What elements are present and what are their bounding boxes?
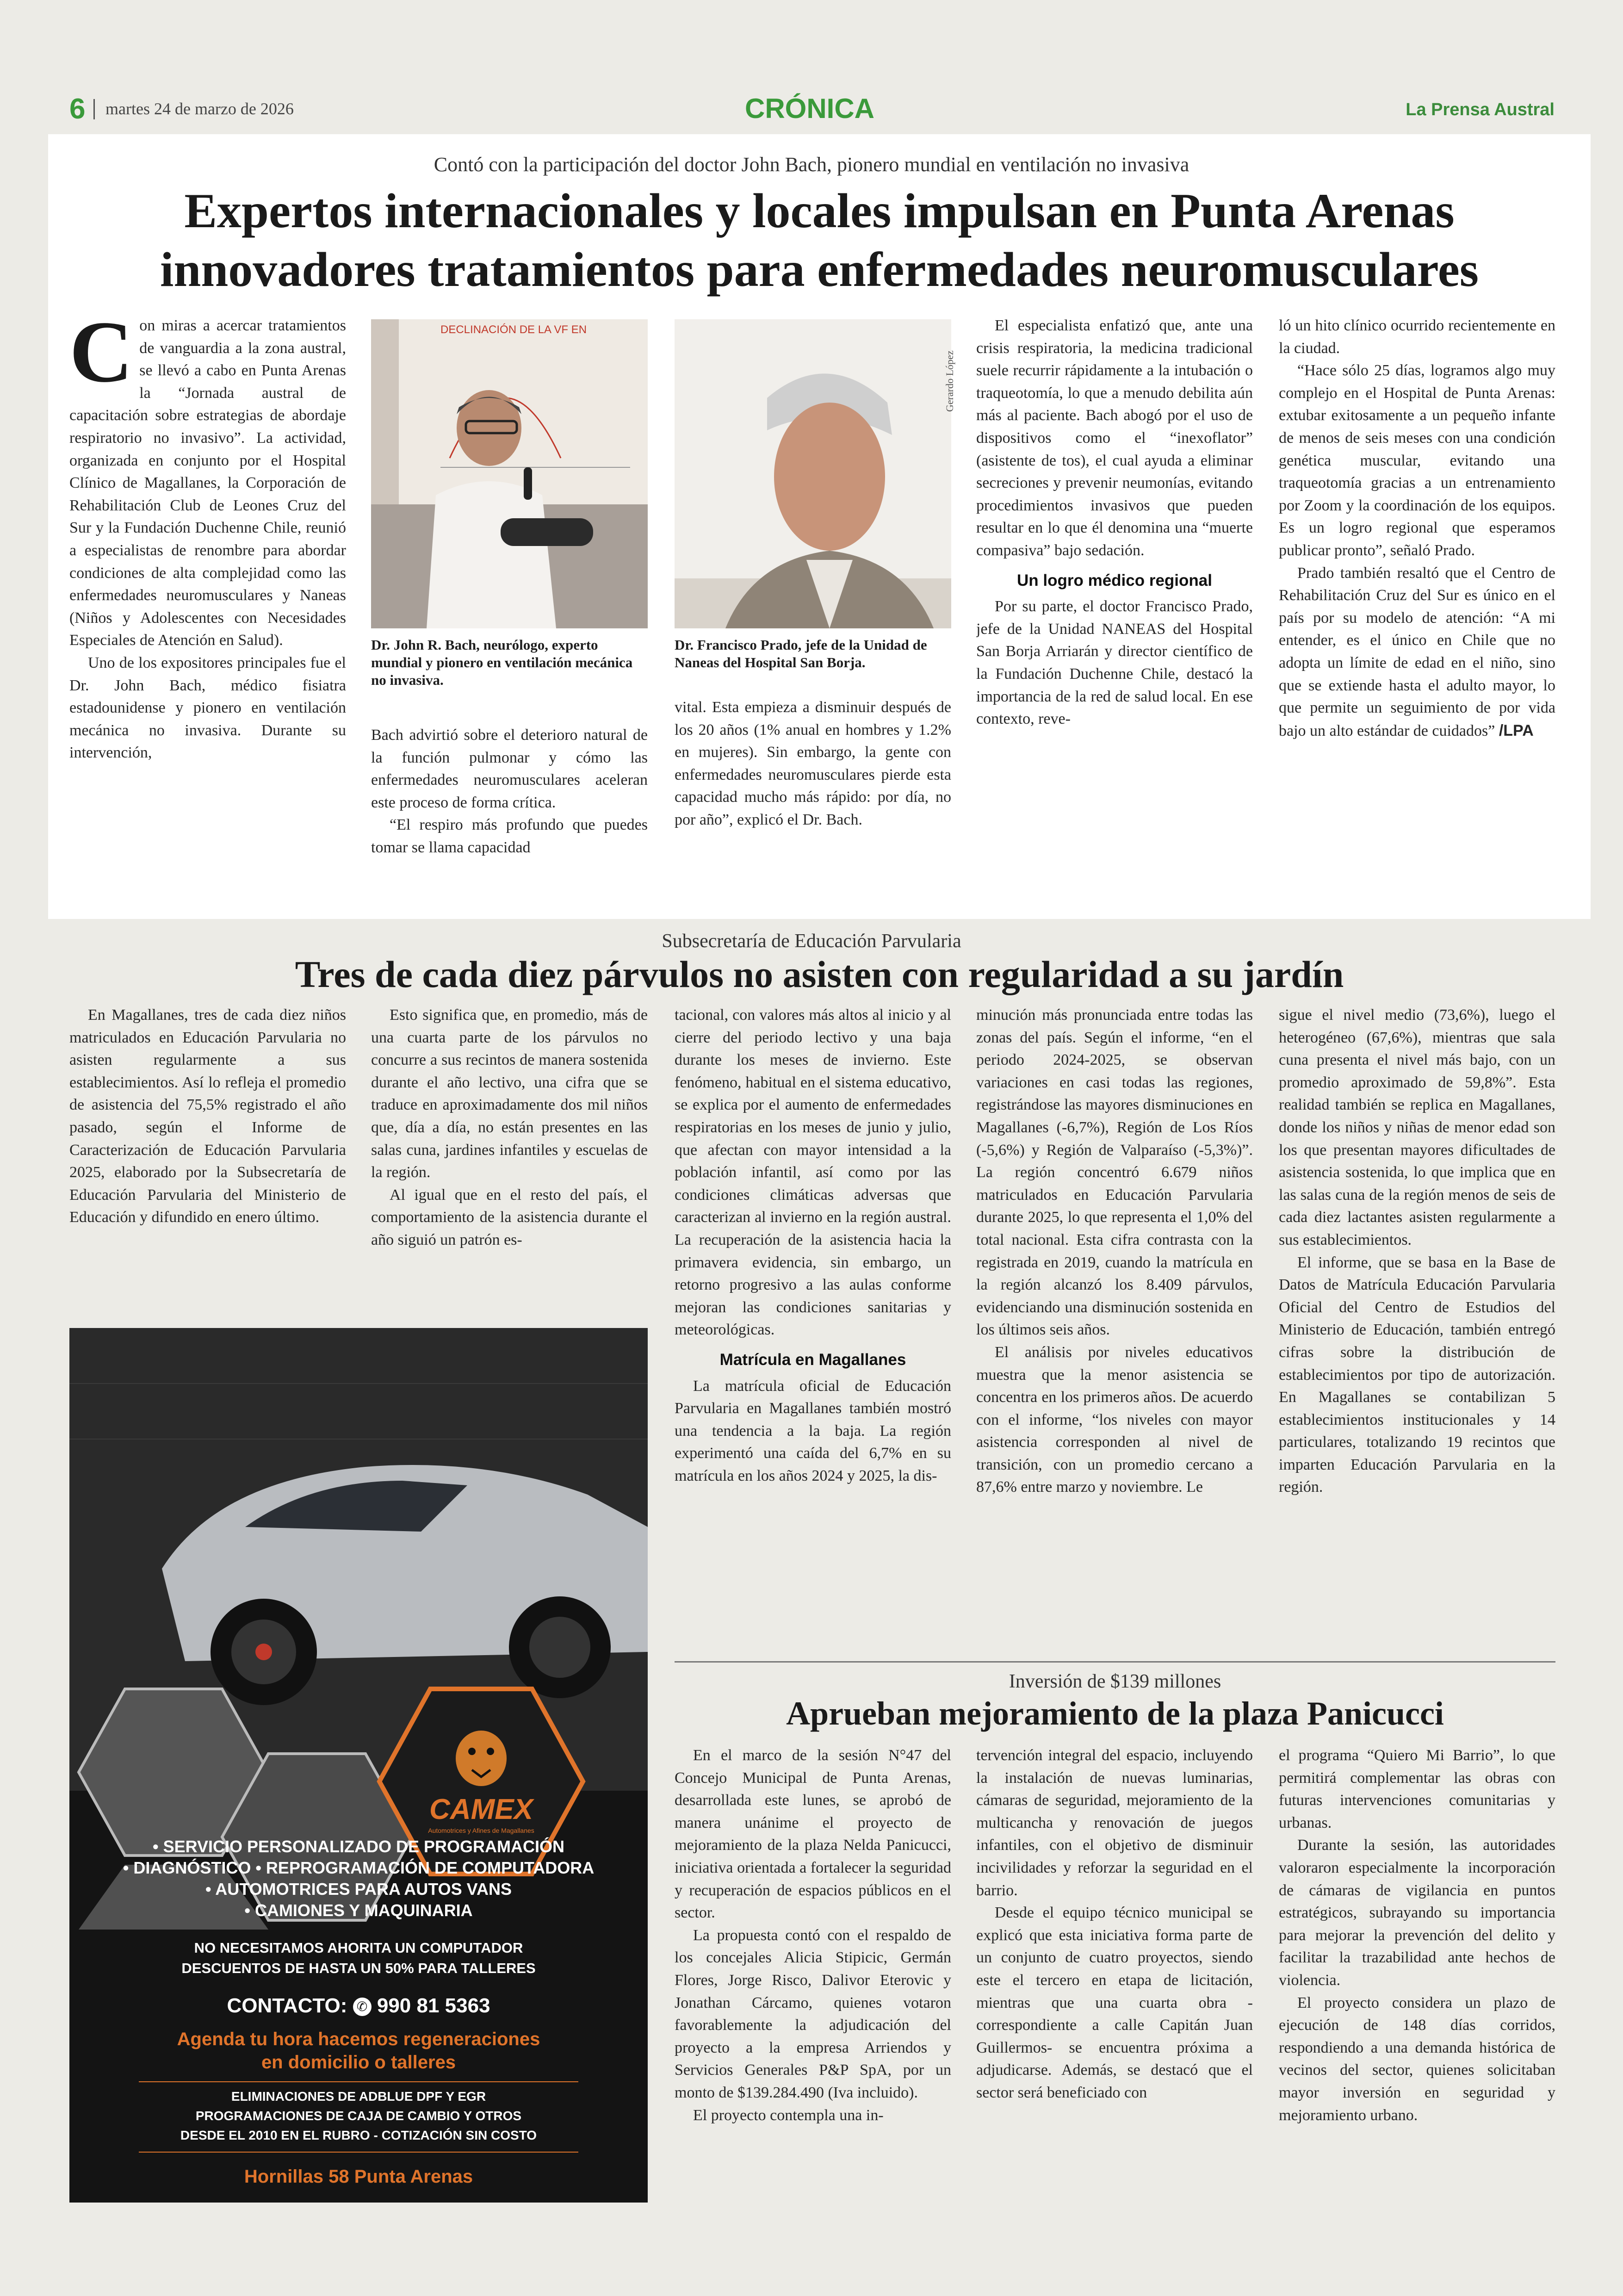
article1-column-3: [675, 696, 951, 914]
article2-column-5: [1279, 1004, 1555, 1657]
ad-agenda-1: Agenda tu hora hacemos regeneraciones: [177, 2029, 540, 2049]
photo1-caption: Dr. John R. Bach, neurólogo, experto mundial y pionero en ventilación mecánica no invasiva.: [371, 637, 633, 688]
article3-kicker: Inversión de $139 millones: [1009, 1671, 1221, 1692]
brand-logo-text: CAMEX: [429, 1793, 533, 1825]
ad-extra-1: ELIMINACIONES DE ADBLUE DPF Y EGR: [231, 2089, 486, 2104]
article3-paragraph: El proyecto contempla una in-: [693, 2106, 884, 2124]
article2-paragraph: La matrícula oficial de Educación Parvularia en Magallanes también mostró una tendencia a la baja. La región experimentó una caída del 6,7% en su matrícula en los años 2024 y 2025, la dis-: [675, 1377, 951, 1484]
signoff: /LPA: [1499, 721, 1534, 739]
photo-john-bach: [371, 319, 648, 628]
ad-service-3: • AUTOMOTRICES PARA AUTOS VANS: [205, 1880, 512, 1899]
article3-paragraph: El proyecto considera un plazo de ejecución de 148 días corridos, respondiendo a una demanda histórica de vecinos del sector, quienes solicitaban mayor inversión en seguridad y mejoramiento urbano.: [1279, 1994, 1555, 2124]
article3-paragraph: el programa “Quiero Mi Barrio”, lo que permitirá complementar las obras con futuras intervenciones comunitarias y urbanas.: [1279, 1747, 1555, 1831]
ad-divider: [139, 2152, 578, 2153]
article1-column-5: [1279, 315, 1555, 916]
ad-service-2: • DIAGNÓSTICO • REPROGRAMACIÓN DE COMPUTADORA: [123, 1858, 595, 1877]
article2-column-2: [371, 1004, 648, 1309]
article1-kicker: Contó con la participación del doctor John Bach, pionero mundial en ventilación no invasiva: [434, 153, 1189, 176]
article2-column-1: [69, 1004, 346, 1309]
header-divider: [93, 99, 95, 119]
brand-tagline: Automotrices y Afines de Magallanes: [428, 1827, 534, 1834]
article1-paragraph: Uno de los expositores principales fue el Dr. John Bach, médico fisiatra estadounidense y pionero en ventilación mecánica no invasiva. Durante su intervención,: [69, 654, 346, 762]
article2-kicker: Subsecretaría de Educación Parvularia: [662, 931, 961, 952]
article3-paragraph: tervención integral del espacio, incluyendo la instalación de nuevas luminarias, cámaras de seguridad, mejoramiento de la multicancha y renovación de juegos infantiles, con el objetivo de disminuir incivilidades y reforzar la seguridad en el barrio.: [976, 1747, 1253, 1899]
page-number: 6: [69, 93, 86, 125]
article2-paragraph: Al igual que en el resto del país, el comportamiento de la asistencia durante el año siguió un patrón es-: [371, 1186, 648, 1248]
article1-column-4: [976, 315, 1253, 916]
article2-column-4: [976, 1004, 1253, 1657]
ad-divider: [139, 2081, 578, 2082]
article2-paragraph: El informe, que se basa en la Base de Datos de Matrícula Educación Parvularia Oficial del Centro de Estudios del Ministerio de Educación, también entregó cifras sobre la distribución de establecimientos por tipo de autorización. En Magallanes se contabilizan 5 establecimientos institucionales y 14 particulares, totalizando 19 recintos que imparten Educación Parvularia en la región.: [1279, 1253, 1555, 1496]
ad-note-1: NO NECESITAMOS AHORITA UN COMPUTADOR: [194, 1940, 523, 1956]
photo-francisco-prado: [675, 319, 951, 628]
ad-note-2: DESCUENTOS DE HASTA UN 50% PARA TALLERES: [181, 1960, 536, 1976]
article3-paragraph: Desde el equipo técnico municipal se explicó que esta iniciativa forma parte de un conjunto de cuatro proyectos, siendo este el tercero en etapa de licitación, mientras que una cuarta obra -correspondiente a calle Capitán Juan Guillermos- se encuentra próxima a adjudicarse. Además, se destacó que el sector será beneficiado con: [976, 1904, 1253, 2101]
page-date: martes 24 de marzo de 2026: [105, 99, 294, 118]
article1-paragraph: Bach advirtió sobre el deterioro natural de la función pulmonar y cómo las enfermedades neuromusculares aceleran este proceso de forma crítica.: [371, 726, 648, 811]
article2-paragraph: En Magallanes, tres de cada diez niños matriculados en Educación Parvularia no asisten regularmente a sus establecimientos. Así lo refleja el promedio de asistencia del 75,5% registrado el año pasado, según el Informe de Caracterización de Educación Parvularia 2025, elaborado por la Subsecretaría de Educación Parvularia del Ministerio de Educación y difundido en enero último.: [69, 1006, 346, 1226]
article1-paragraph: Por su parte, el doctor Francisco Prado, jefe de la Unidad NANEAS del Hospital San Borja Arriarán y director científico de la Fundación Duchenne Chile, destacó la importancia de la red de salud local. En ese contexto, reve-: [976, 598, 1253, 728]
section-name: CRÓNICA: [745, 93, 874, 124]
article1-paragraph: “El respiro más profundo que puedes tomar se llama capacidad: [371, 816, 648, 856]
article1-column-2: [371, 724, 648, 918]
article3-column-3: [1279, 1744, 1555, 2203]
article2-paragraph: minución más pronunciada entre todas las zonas del país. Según el informe, “en el periodo 2024-2025, se observan variaciones en casi todas las regiones, registrándose las mayores disminuciones en Magallanes (-6,7%), Región de Los Ríos (-5,6%) y Región de Valparaíso (-5,3%)”. La región concentró 6.679 niños matriculados en Educación Parvularia durante 2025, lo que representa el 1,0% del total nacional. Esta cifra contrasta con la registrada en 2019, cuando la matrícula en la región alcanzó los 8.409 párvulos, evidenciando una disminución sostenida en los últimos seis años.: [976, 1006, 1253, 1339]
article1-headline-line2: innovadores tratamientos para enfermedades neuromusculares: [160, 242, 1479, 297]
article2-column-3: [675, 1004, 951, 1657]
article1-paragraph: El especialista enfatizó que, ante una crisis respiratoria, la medicina tradicional suele recurrir rápidamente a la intubación o traqueotomía, lo que a menudo debilita aún más al paciente. Bach abogó por el uso de dispositivos como el “inexoflator” (asistente de tos), el cual ayuda a eliminar secreciones y prevenir neumonías, evitando procedimientos invasivos que pueden resultar en lo que él denomina una “muerte compasiva” bajo sedación.: [976, 317, 1253, 559]
article1-paragraph: “Hace sólo 25 días, logramos algo muy complejo en el Hospital de Punta Arenas: extubar exitosamente a un pequeño infante de menos de seis meses con una condición genética muscular, evitando una traqueotomía gracias a un entrenamiento por Zoom y la coordinación de los equipos. Es un logro regional que esperamos publicar pronto”, señaló Prado.: [1279, 362, 1555, 559]
article2-paragraph: El análisis por niveles educativos muestra que la menor asistencia se concentra en los primeros años. De acuerdo con el informe, “los niveles con mayor asistencia corresponden al nivel de transición, con un promedio cercano a 87,6% entre marzo y noviembre. Le: [976, 1343, 1253, 1496]
article1-headline-line1: Expertos internacionales y locales impulsan en Punta Arenas: [184, 184, 1455, 238]
article2-headline: Tres de cada diez párvulos no asisten con regularidad a su jardín: [295, 953, 1344, 995]
article3-paragraph: La propuesta contó con el respaldo de los concejales Alicia Stipicic, Germán Flores, Jorge Risco, Dalivor Eterovic y Jonathan Cárcamo, quienes votaron favorablemente la adjudicación del proyecto a la empresa Arriendos y Servicios Generales P&P SpA, por un monto de $139.284.490 (Iva incluido).: [675, 1926, 951, 2101]
article2-paragraph: tacional, con valores más altos al inicio y al cierre del periodo lectivo y una baja durante los meses de invierno. Este fenómeno, habitual en el sistema educativo, se explica por el aumento de enfermedades respiratorias en los meses de junio y julio, que afectan con mayor intensidad a la población infantil, así como por las condiciones climáticas adversas que caracterizan al invierno en la región austral. La recuperación de la asistencia hacia la primavera evidencia, sin embargo, un retorno progresivo a las aulas conforme mejoran las condiciones sanitarias y meteorológicas.: [675, 1006, 951, 1339]
publication-name: La Prensa Austral: [1406, 100, 1555, 119]
article2-subhead: Matrícula en Magallanes: [719, 1350, 906, 1369]
article1-paragraph: Prado también resaltó que el Centro de Rehabilitación Cruz del Sur es único en el país por su modelo de atención: “A mi entender, es el único en Chile que no adopta un límite de edad en el niño, sino que se extiende hasta el adulto mayor, lo que permite un seguimiento de por vida bajo un alto estándar de cuidados”: [1279, 564, 1555, 739]
article1-paragraph: vital. Esta empieza a disminuir después de los 20 años (1% anual en hombres y 1.2% en mujeres). Sin embargo, la gente con enfermedades neuromusculares pierde esta capacidad mucho más rápido: por día, no por año”, explicó el Dr. Bach.: [675, 699, 951, 828]
article2-paragraph: sigue el nivel medio (73,6%), luego el heterogéneo (67,6%), mientras que sala cuna presenta el nivel más bajo, con un promedio aproximado de 59,8%”. Esta realidad también se replica en Magallanes, donde los niños y niñas de menor edad son los que presentan mayores dificultades de asistencia sostenida, lo que implica que en las salas cuna de la región menos de seis de cada diez lactantes asisten regularmente a sus establecimientos.: [1279, 1006, 1555, 1248]
presentation-photo: [371, 319, 648, 628]
article3-top-rule: [675, 1661, 1555, 1663]
contact-phone[interactable]: 990 81 5363: [377, 1994, 490, 2017]
portrait-photo: [675, 319, 951, 628]
article2-paragraph: Esto significa que, en promedio, más de una cuarta parte de los párvulos no concurre a sus recintos de manera sostenida durante el año lectivo, una cifra que se traduce en aproximadamente dos mil niños que, día a día, no están presentes en las salas cuna, jardines infantiles y escuelas de la región.: [371, 1006, 648, 1181]
contact-label: CONTACTO:: [227, 1994, 347, 2017]
ad-address: Hornillas 58 Punta Arenas: [244, 2166, 473, 2187]
slide-title: DECLINACIÓN DE LA VF EN: [440, 323, 587, 336]
ad-service-4: • CAMIONES Y MAQUINARIA: [244, 1901, 473, 1920]
drop-cap: C: [69, 315, 133, 401]
photo2-caption: Dr. Francisco Prado, jefe de la Unidad de Naneas del Hospital San Borja.: [675, 637, 927, 670]
article3-paragraph: Durante la sesión, las autoridades valoraron especialmente la incorporación de cámaras de vigilancia en puntos estratégicos, subrayando su importancia para mejorar la prevención del delito y facilitar la trazabilidad ante hechos de violencia.: [1279, 1837, 1555, 1989]
article1-paragraph: ló un hito clínico ocurrido recientemente en la ciudad.: [1279, 317, 1555, 357]
ad-extra-3: DESDE EL 2010 EN EL RUBRO - COTIZACIÓN SIN COSTO: [180, 2128, 537, 2142]
article1-column-1: [69, 315, 346, 916]
article1-subhead: Un logro médico regional: [1017, 571, 1212, 590]
page-header: [69, 93, 1555, 125]
ad-agenda-2: en domicilio o talleres: [261, 2052, 456, 2073]
article1-paragraph: on miras a acercar tratamientos de vanguardia a la zona austral, se llevó a cabo en Punta Arenas la “Jornada austral de capacitación sobre estrategias de abordaje respiratorio no invasivo”. La actividad, organizada en conjunto por el Hospital Clínico de Magallanes, la Corporación de Rehabilitación Club de Leones Cruz del Sur y la Fundación Duchenne Chile, reunió a especialistas de renombre para abordar condiciones de alta complejidad como las enfermedades neuromusculares y Naneas (Niños y Adolescentes con Necesidades Especiales de Atención en Salud).: [69, 317, 346, 649]
article3-column-2: [976, 1744, 1253, 2203]
article3-headline: Aprueban mejoramiento de la plaza Panicucci: [786, 1695, 1444, 1732]
article3-column-1: [675, 1744, 951, 2203]
article3-paragraph: En el marco de la sesión N°47 del Concejo Municipal de Punta Arenas, desarrollada este lunes, se aprobó de manera unánime el proyecto de mejoramiento de la plaza Nelda Panicucci, iniciativa orientada a fortalecer la seguridad y recuperación de espacios públicos en el sector.: [675, 1747, 951, 1922]
photo-credit: Gerardo López: [944, 350, 955, 412]
ad-extra-2: PROGRAMACIONES DE CAJA DE CAMBIO Y OTROS: [195, 2109, 522, 2123]
ad-service-1: • SERVICIO PERSONALIZADO DE PROGRAMACIÓN: [152, 1837, 564, 1856]
whatsapp-icon: ✆: [353, 1998, 372, 2016]
ad-contact: [69, 1994, 648, 2017]
